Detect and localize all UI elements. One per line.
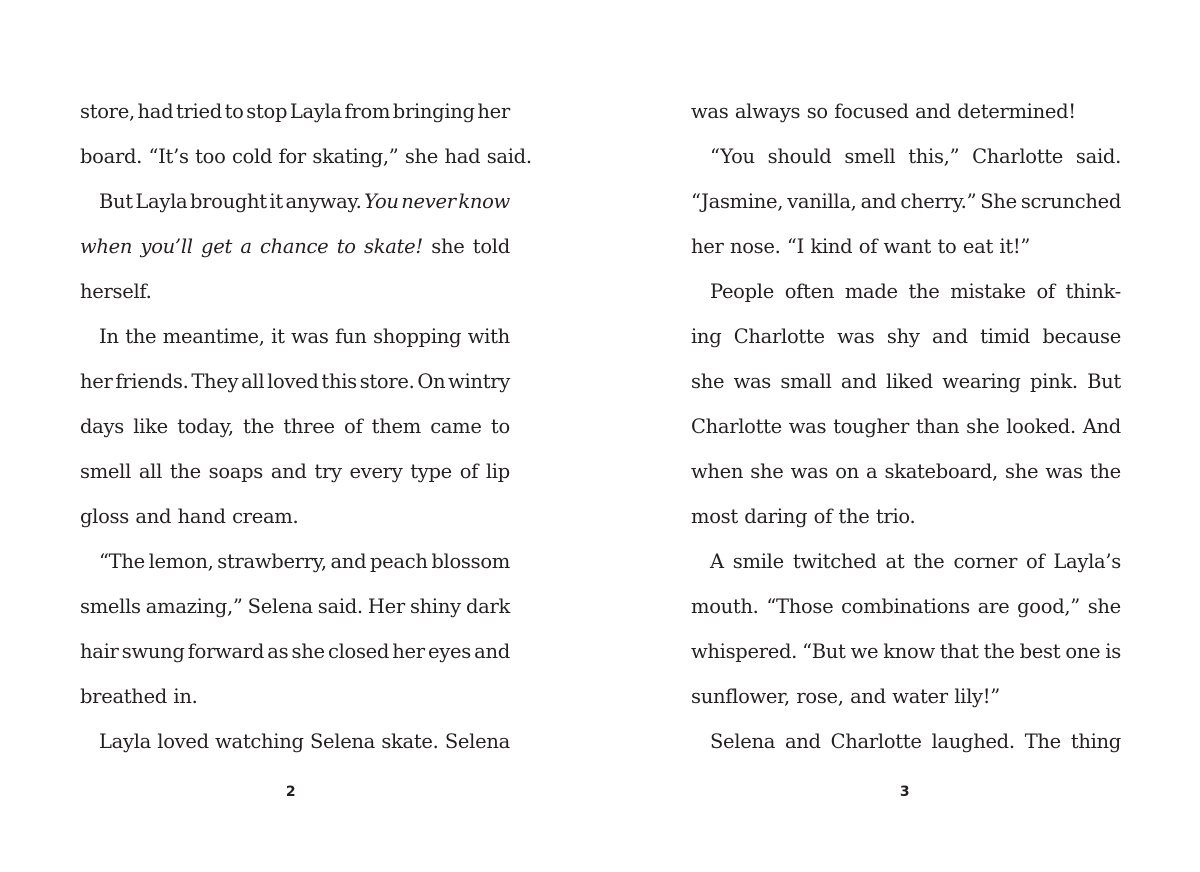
word: always bbox=[734, 100, 801, 123]
word: Charlotte bbox=[972, 145, 1064, 168]
word: gloss bbox=[80, 505, 129, 528]
word: a bbox=[866, 460, 878, 483]
word: of bbox=[1036, 280, 1055, 303]
word: think- bbox=[1065, 280, 1121, 303]
word: the bbox=[983, 640, 1015, 663]
word: want bbox=[883, 235, 932, 258]
word: lemon, bbox=[148, 550, 214, 573]
word: should bbox=[767, 145, 832, 168]
word: and bbox=[932, 325, 968, 348]
word: “You bbox=[710, 145, 755, 168]
word: you’ll bbox=[140, 235, 193, 258]
word: Selena bbox=[444, 730, 510, 753]
word: was bbox=[790, 460, 829, 483]
word: “Those bbox=[766, 595, 834, 618]
word: eat bbox=[962, 235, 993, 258]
word: and bbox=[850, 685, 886, 708]
word: “The bbox=[99, 550, 145, 573]
word: blossom bbox=[431, 550, 510, 573]
text-line bbox=[691, 134, 1121, 179]
word: soaps bbox=[208, 460, 264, 483]
text-line bbox=[80, 494, 510, 539]
word: strawberry, bbox=[217, 550, 327, 573]
word: said. bbox=[1075, 145, 1121, 168]
word: whispered. bbox=[691, 640, 798, 663]
word: it!” bbox=[999, 235, 1031, 258]
word: often bbox=[784, 280, 835, 303]
word: to bbox=[336, 235, 356, 258]
word: three bbox=[283, 415, 335, 438]
text-line bbox=[691, 449, 1121, 494]
word: mistake bbox=[950, 280, 1026, 303]
text-line bbox=[691, 584, 1121, 629]
word: and bbox=[474, 640, 510, 663]
word: had bbox=[137, 100, 174, 123]
word: store. bbox=[359, 370, 415, 393]
word: most bbox=[691, 505, 738, 528]
word: her bbox=[691, 235, 724, 258]
word: it bbox=[271, 325, 285, 348]
text-line bbox=[691, 359, 1121, 404]
text-line bbox=[80, 314, 510, 359]
word: fun bbox=[335, 325, 367, 348]
word: and bbox=[860, 190, 897, 213]
word: mouth. bbox=[691, 595, 759, 618]
text-line bbox=[80, 629, 510, 674]
left-page bbox=[80, 0, 532, 872]
word: made bbox=[844, 280, 898, 303]
word: forward bbox=[187, 640, 265, 663]
word: focused bbox=[834, 100, 909, 123]
word: her bbox=[80, 370, 113, 393]
text-line bbox=[691, 404, 1121, 449]
text-line bbox=[80, 359, 510, 404]
word: from bbox=[344, 100, 391, 123]
word: it bbox=[269, 190, 283, 213]
word: chance bbox=[260, 235, 329, 258]
word: best bbox=[1019, 640, 1061, 663]
text-line bbox=[80, 134, 532, 179]
word: Charlotte bbox=[830, 730, 922, 753]
word: trio. bbox=[875, 505, 916, 528]
word: than bbox=[915, 415, 960, 438]
word: was bbox=[788, 415, 827, 438]
word: Selena bbox=[309, 730, 376, 753]
word: when bbox=[691, 460, 744, 483]
word: that bbox=[939, 640, 979, 663]
word: never bbox=[401, 190, 456, 213]
word: pink. bbox=[1029, 370, 1078, 393]
word: nose. bbox=[729, 235, 781, 258]
word: hair bbox=[80, 640, 119, 663]
word: for bbox=[278, 145, 306, 168]
word: shy bbox=[886, 325, 920, 348]
word: corner bbox=[953, 550, 1018, 573]
word: of bbox=[459, 460, 479, 483]
word: bringing bbox=[392, 100, 475, 123]
word: closed bbox=[327, 640, 390, 663]
word: herself. bbox=[80, 280, 152, 303]
word: was bbox=[691, 100, 729, 123]
word: lily!” bbox=[954, 685, 1000, 708]
word: Layla’s bbox=[1053, 550, 1121, 573]
word: kind bbox=[810, 235, 853, 258]
word: Selena bbox=[710, 730, 776, 753]
word: the bbox=[838, 505, 870, 528]
word: days bbox=[80, 415, 124, 438]
word: of bbox=[344, 415, 363, 438]
word: the bbox=[1089, 460, 1121, 483]
word: to bbox=[490, 415, 510, 438]
word: all bbox=[241, 370, 265, 393]
word: good,” bbox=[1017, 595, 1080, 618]
word: as bbox=[267, 640, 289, 663]
word: are bbox=[977, 595, 1010, 618]
word: the bbox=[913, 550, 945, 573]
word: anyway. bbox=[285, 190, 362, 213]
text-line bbox=[691, 674, 1121, 719]
word: Layla bbox=[135, 190, 188, 213]
text-line bbox=[80, 449, 510, 494]
word: skate. bbox=[381, 730, 439, 753]
word: peach bbox=[369, 550, 428, 573]
word: rose, bbox=[796, 685, 844, 708]
word: at bbox=[885, 550, 905, 573]
word: was bbox=[291, 325, 329, 348]
word: ing bbox=[691, 325, 722, 348]
word: shopping bbox=[373, 325, 462, 348]
word: and bbox=[784, 730, 821, 753]
text-line bbox=[691, 629, 1121, 674]
word: had bbox=[444, 145, 481, 168]
text-line bbox=[80, 404, 510, 449]
word: But bbox=[1087, 370, 1121, 393]
word: so bbox=[806, 100, 828, 123]
word: one bbox=[1065, 640, 1101, 663]
word: A bbox=[710, 550, 724, 573]
text-line bbox=[80, 89, 510, 134]
word: cherry.” bbox=[900, 190, 977, 213]
word: skateboard, bbox=[884, 460, 998, 483]
text-line bbox=[80, 674, 510, 719]
word: said. bbox=[317, 595, 363, 618]
word: them bbox=[371, 415, 421, 438]
text-line bbox=[691, 179, 1121, 224]
text-line bbox=[691, 314, 1121, 359]
word: of bbox=[813, 505, 832, 528]
word: said. bbox=[486, 145, 532, 168]
word: lip bbox=[485, 460, 510, 483]
word: came bbox=[430, 415, 482, 438]
word: she bbox=[291, 640, 325, 663]
text-line bbox=[80, 539, 510, 584]
word: told bbox=[472, 235, 510, 258]
word: timid bbox=[980, 325, 1030, 348]
word: dark bbox=[465, 595, 510, 618]
word: breathed bbox=[80, 685, 167, 708]
word: store, bbox=[80, 100, 135, 123]
word: hand bbox=[177, 505, 226, 528]
word: And bbox=[1082, 415, 1121, 438]
word: But bbox=[99, 190, 133, 213]
left-page-text bbox=[80, 89, 532, 764]
text-line bbox=[80, 584, 510, 629]
word: and bbox=[135, 505, 172, 528]
word: thing bbox=[1070, 730, 1121, 753]
word: In bbox=[99, 325, 119, 348]
word: on bbox=[835, 460, 859, 483]
word: too bbox=[195, 145, 226, 168]
word: type bbox=[410, 460, 452, 483]
text-line bbox=[691, 224, 1121, 269]
text-line bbox=[691, 89, 1121, 134]
word: wintry bbox=[448, 370, 510, 393]
word: Layla bbox=[99, 730, 151, 753]
word: water bbox=[892, 685, 948, 708]
word: her bbox=[392, 640, 425, 663]
word: “But bbox=[802, 640, 846, 663]
word: smell bbox=[844, 145, 896, 168]
word: today, bbox=[177, 415, 234, 438]
word: smells bbox=[80, 595, 141, 618]
text-line bbox=[80, 269, 510, 314]
text-line bbox=[691, 539, 1121, 584]
left-page-number: 2 bbox=[285, 784, 297, 800]
word: eyes bbox=[428, 640, 471, 663]
word: looked. bbox=[1006, 415, 1076, 438]
word: smell bbox=[80, 460, 132, 483]
word: board. bbox=[80, 145, 143, 168]
word: Charlotte bbox=[691, 415, 782, 438]
word: the bbox=[169, 460, 201, 483]
word: They bbox=[191, 370, 239, 393]
right-page-number: 3 bbox=[899, 784, 911, 800]
word: get bbox=[201, 235, 232, 258]
word: stop bbox=[246, 100, 288, 123]
text-line bbox=[691, 494, 1121, 539]
word: was bbox=[837, 325, 875, 348]
word: vanilla, bbox=[787, 190, 857, 213]
word: try bbox=[314, 460, 342, 483]
word: small bbox=[780, 370, 832, 393]
word: Charlotte bbox=[733, 325, 825, 348]
word: scrunched bbox=[1020, 190, 1121, 213]
word: this,” bbox=[908, 145, 960, 168]
word: friends. bbox=[115, 370, 189, 393]
word: she bbox=[404, 145, 439, 168]
word: swung bbox=[121, 640, 185, 663]
word: combinations bbox=[841, 595, 970, 618]
word: sunflower, bbox=[691, 685, 790, 708]
word: Her bbox=[367, 595, 405, 618]
word: shiny bbox=[409, 595, 461, 618]
word: of bbox=[858, 235, 878, 258]
word: she bbox=[691, 370, 725, 393]
word: with bbox=[467, 325, 510, 348]
word: wearing bbox=[942, 370, 1021, 393]
word: brought bbox=[189, 190, 267, 213]
word: She bbox=[980, 190, 1017, 213]
word: and bbox=[840, 370, 877, 393]
word: cold bbox=[231, 145, 273, 168]
word: cream. bbox=[232, 505, 299, 528]
word: You bbox=[364, 190, 399, 213]
word: “It’s bbox=[148, 145, 189, 168]
text-line bbox=[80, 224, 510, 269]
word: the bbox=[908, 280, 940, 303]
word: we bbox=[850, 640, 879, 663]
word: because bbox=[1042, 325, 1121, 348]
word: every bbox=[349, 460, 403, 483]
word: smile bbox=[732, 550, 784, 573]
text-line bbox=[80, 719, 510, 764]
word: to bbox=[937, 235, 957, 258]
word: tougher bbox=[833, 415, 910, 438]
word: determined! bbox=[957, 100, 1076, 123]
word: her bbox=[477, 100, 510, 123]
word: in. bbox=[173, 685, 198, 708]
right-page bbox=[691, 0, 1121, 872]
word: daring bbox=[744, 505, 808, 528]
word: liked bbox=[886, 370, 933, 393]
word: know bbox=[458, 190, 510, 213]
word: she bbox=[966, 415, 1000, 438]
word: and bbox=[270, 460, 307, 483]
word: “I bbox=[786, 235, 804, 258]
text-line bbox=[691, 269, 1121, 314]
word: she bbox=[1087, 595, 1121, 618]
word: loved bbox=[267, 370, 319, 393]
word: to bbox=[224, 100, 244, 123]
word: Layla bbox=[289, 100, 342, 123]
word: People bbox=[710, 280, 774, 303]
word: is bbox=[1105, 640, 1121, 663]
word: and bbox=[915, 100, 951, 123]
word: The bbox=[1024, 730, 1061, 753]
word: Selena bbox=[247, 595, 313, 618]
word: when bbox=[80, 235, 133, 258]
word: know bbox=[883, 640, 935, 663]
word: amazing,” bbox=[145, 595, 243, 618]
word: skating,” bbox=[312, 145, 399, 168]
word: loved bbox=[157, 730, 209, 753]
word: skate! bbox=[364, 235, 423, 258]
word: she bbox=[431, 235, 465, 258]
word: laughed. bbox=[931, 730, 1015, 753]
word: tried bbox=[176, 100, 222, 123]
word: all bbox=[138, 460, 163, 483]
word: the bbox=[125, 325, 157, 348]
text-line bbox=[691, 719, 1121, 764]
word: the bbox=[243, 415, 275, 438]
word: meantime, bbox=[162, 325, 265, 348]
word: she bbox=[750, 460, 784, 483]
word: this bbox=[321, 370, 357, 393]
word: like bbox=[133, 415, 168, 438]
text-line bbox=[80, 179, 510, 224]
word: of bbox=[1026, 550, 1045, 573]
word: twitched bbox=[792, 550, 877, 573]
word: On bbox=[417, 370, 446, 393]
right-page-text bbox=[691, 89, 1121, 764]
word: and bbox=[330, 550, 367, 573]
word: was bbox=[733, 370, 772, 393]
word: she bbox=[1004, 460, 1039, 483]
word: was bbox=[1045, 460, 1083, 483]
word: watching bbox=[215, 730, 304, 753]
word: “Jasmine, bbox=[691, 190, 784, 213]
word: a bbox=[240, 235, 252, 258]
